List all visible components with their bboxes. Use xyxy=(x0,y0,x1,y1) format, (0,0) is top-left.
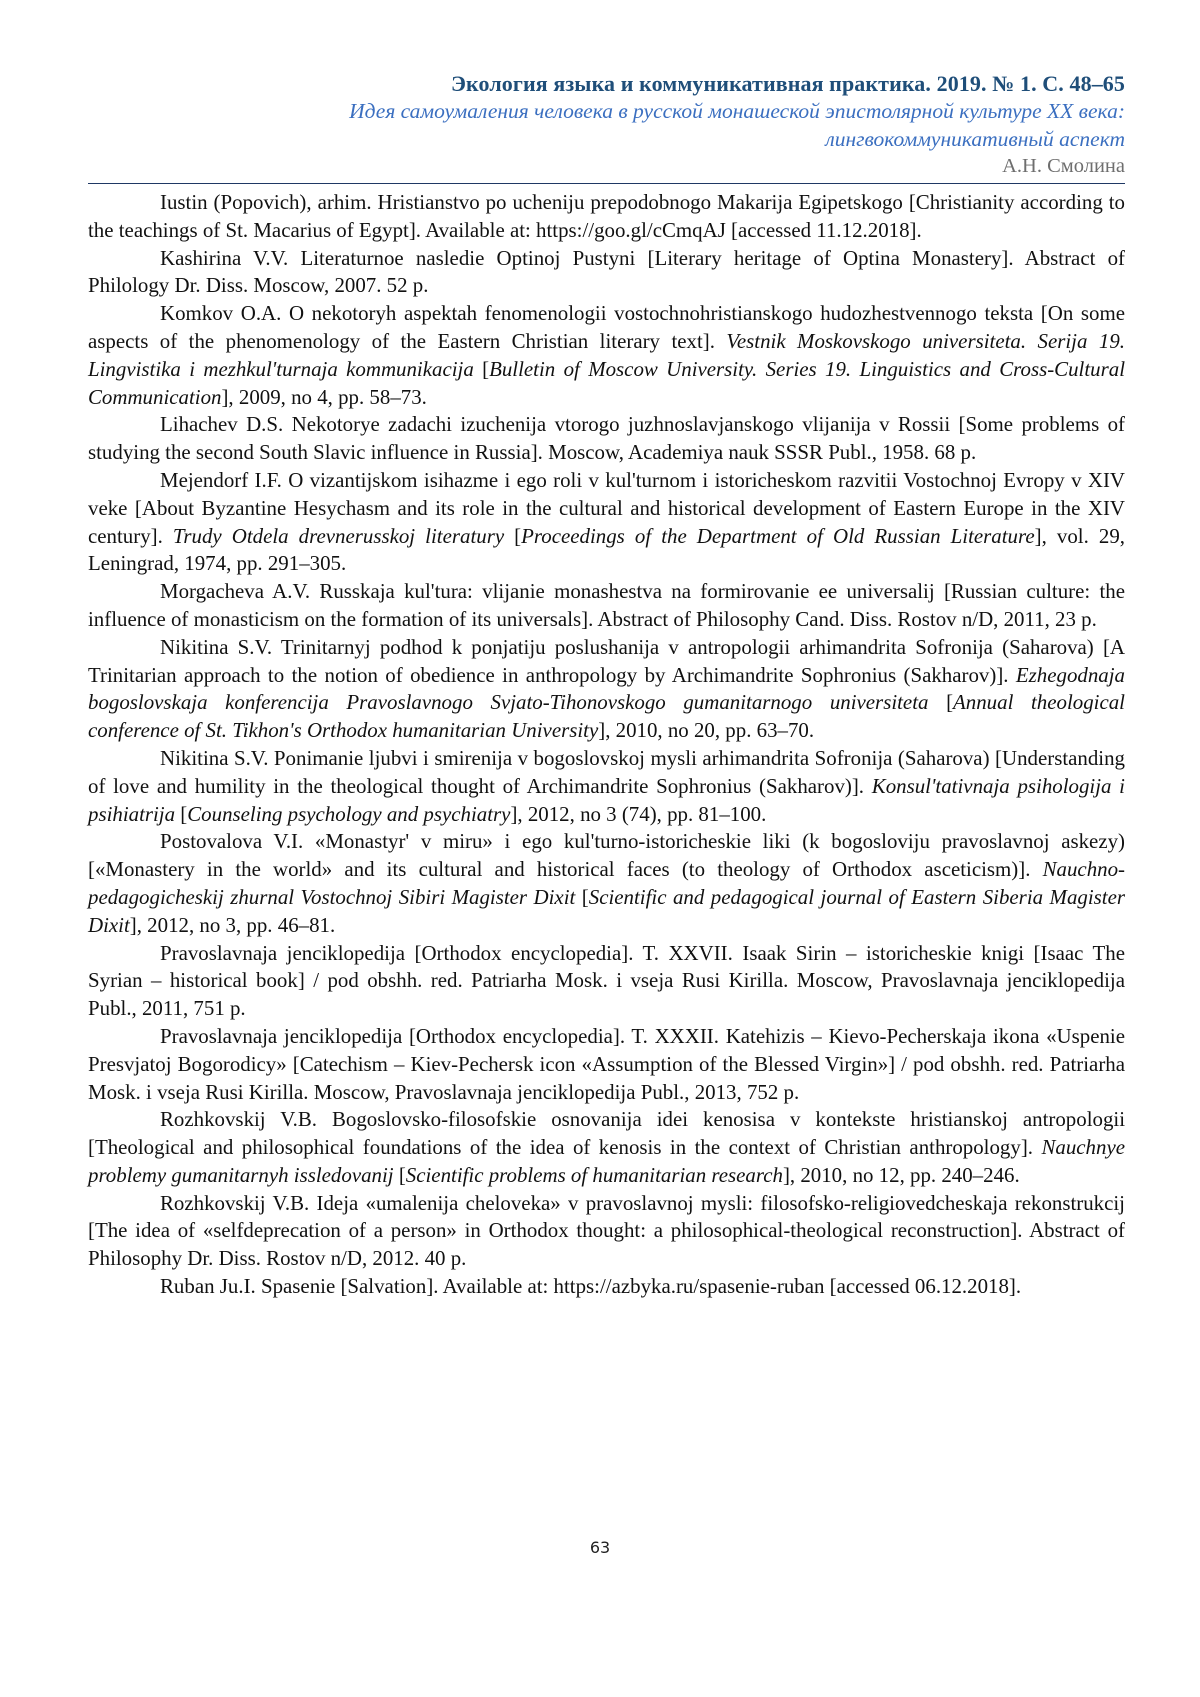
reference-text: Ruban Ju.I. Spasenie [Salvation]. Available at: https://azbyka.ru/spasenie-ruban [accessed 06.12.2018]. xyxy=(160,1274,1022,1299)
reference-source-translation: Counseling psychology and psychiatry xyxy=(187,801,511,826)
reference-item xyxy=(88,1190,1125,1273)
reference-text: Pravoslavnaja jenciklopedija [Orthodox encyclopedia]. T. XXXII. Katehizis – Kievo-Pecherskaja ikona «Uspenie Presvjatoj Bogorodicy» [Catechism – Kiev-Pechersk icon «Assumption of the Blessed Virgin»] / pod obshh. red. Patriarha Mosk. i vseja Rusi Kirilla. Moscow, Pravoslavnaja jenciklopedija Publ., 2013, 752 p. xyxy=(88,1023,1125,1104)
reference-text: [ xyxy=(473,356,490,381)
reference-text: Postovalova V.I. «Monastyr' v miru» i ego kul'turno-istoricheskie liki (k bogosloviju pravoslavnoj askezy) [«Monastery in the world» and its cultural and historical faces (to theology of Orthodox asceticism)]. xyxy=(88,829,1125,882)
journal-citation: Экология языка и коммуникативная практика. 2019. № 1. С. 48–65 xyxy=(451,71,1125,96)
reference-text: Komkov O.A. O nekotoryh aspektah fenomenologii vostochnohristianskogo hudozhestvennogo teksta [On some aspects of the phenomenology of the Eastern Christian literary text]. xyxy=(88,301,1125,353)
reference-source-translation: Proceedings of the Department of Old Russian Literature xyxy=(521,523,1035,548)
reference-source-translation: Annual theological conference of St. Tikhon's Orthodox humanitarian University xyxy=(88,690,1125,743)
reference-text: Nikitina S.V. Trinitarnyj podhod k ponjatiju poslushanija v antropologii arhimandrita Sofronija (Saharova) [A Trinitarian approach to the notion of obedience in anthropology by Archimandrite Sophronius (Sakharov)]. xyxy=(88,634,1125,687)
reference-source-translation: Scientific and pedagogical journal of Eastern Siberia Magister Dixit xyxy=(88,884,1125,937)
reference-item xyxy=(88,1273,1125,1301)
reference-text: ], 2010, no 12, pp. 240–246. xyxy=(782,1162,1020,1187)
author-name: А.Н. Смолина xyxy=(1002,155,1125,177)
reference-text: Pravoslavnaja jenciklopedija [Orthodox encyclopedia]. T. XXVII. Isaak Sirin – istoricheskie knigi [Isaac The Syrian – historical book] / pod obshh. red. Patriarha Mosk. i vseja Rusi Kirilla. Moscow, Pravoslavnaja jenciklopedija Publ., 2011, 751 p. xyxy=(88,940,1125,1021)
reference-text: ], 2010, no 20, pp. 63–70. xyxy=(598,718,815,743)
reference-text: Rozhkovskij V.B. Bogoslovsko-filosofskie osnovanija idei kenosisa v kontekste hristianskoj antropologii [Theological and philosophical foundations of the idea of kenosis in the context of Christian anthropology]. xyxy=(88,1107,1125,1160)
reference-source-title: Trudy Otdela drevnerusskoj literatury xyxy=(172,523,505,548)
reference-text: Kashirina V.V. Literaturnoe nasledie Optinoj Pustyni [Literary heritage of Optina Monastery]. Abstract of Philology Dr. Diss. Moscow, 2007. 52 p. xyxy=(88,245,1125,298)
reference-text: [ xyxy=(575,884,589,909)
reference-item xyxy=(88,940,1125,1023)
page-number: 63 xyxy=(589,1538,611,1557)
reference-text: Lihachev D.S. Nekotorye zadachi izuchenija vtorogo juzhnoslavjanskogo vlijanija v Rossii [Some problems of studying the second South Slavic influence in Russia]. Moscow, Academiya nauk SSSR Publ., 1958. 68 p. xyxy=(88,412,1125,465)
reference-source-title: Konsul'tativnaja psihologija i psihiatrija xyxy=(88,773,1125,826)
reference-list xyxy=(88,189,1125,1301)
reference-source-title: Ezhegodnaja bogoslovskaja konferencija Pravoslavnogo Svjato-Tihonovskogo gumanitarnogo universiteta xyxy=(88,662,1125,715)
reference-item xyxy=(88,300,1125,411)
reference-text: [ xyxy=(928,690,954,715)
reference-source-translation: Scientific problems of humanitarian research xyxy=(405,1162,783,1187)
reference-item xyxy=(88,411,1125,467)
reference-text: [ xyxy=(393,1162,406,1187)
reference-text: ], 2009, no 4, pp. 58–73. xyxy=(221,384,427,409)
reference-item xyxy=(88,828,1125,939)
reference-source-title: Nauchnye problemy gumanitarnyh issledovanij xyxy=(88,1135,1125,1187)
reference-item xyxy=(88,1106,1125,1189)
reference-text: Nikitina S.V. Ponimanie ljubvi i smirenija v bogoslovskoj mysli arhimandrita Sofronija (Saharova) [Understanding of love and humility in the theological thought of Archimandrite Sophronius (Sakharov)]. xyxy=(88,745,1125,798)
article-title-line-2: лингвокоммуникативный аспект xyxy=(825,126,1125,151)
reference-text: Iustin (Popovich), arhim. Hristianstvo po ucheniju prepodobnogo Makarija Egipetskogo [Christianity according to the teachings of St. Macarius of Egypt]. Available at: https://goo.gl/cCmqAJ [accessed 11.12.2018]. xyxy=(88,190,1125,242)
reference-text: ], 2012, no 3, pp. 46–81. xyxy=(129,912,336,937)
reference-item xyxy=(88,467,1125,578)
reference-source-translation: Bulletin of Moscow University. Series 19. Linguistics and Cross-Cultural Communication xyxy=(88,356,1125,409)
reference-item xyxy=(88,189,1125,245)
reference-text: Mejendorf I.F. O vizantijskom isihazme i ego roli v kul'turnom i istoricheskom razvitii Vostochnoj Evropy v XIV veke [About Byzantine Hesychasm and its role in the cultural and historical development of Eastern Europe in the XIV century]. xyxy=(88,467,1125,548)
reference-item xyxy=(88,1023,1125,1106)
reference-source-title: Vestnik Moskovskogo universiteta. Serija 19. Lingvistika i mezhkul'turnaja kommunikacija xyxy=(88,328,1125,381)
reference-text: ], 2012, no 3 (74), pp. 81–100. xyxy=(510,801,767,826)
reference-text: Morgacheva A.V. Russkaja kul'tura: vlijanie monashestva na formirovanie ee universalij [Russian culture: the influence of monasticism on the formation of its universals]. Abstract of Philosophy Cand. Diss. Rostov n/D, 2011, 23 p. xyxy=(88,579,1125,631)
reference-text: Rozhkovskij V.B. Ideja «umalenija cheloveka» v pravoslavnoj mysli: filosofsko-religiovedcheskaja rekonstrukcij [The idea of «selfdeprecation of a person» in Orthodox thought: a philosophical-theological reconstruction]. Abstract of Philosophy Dr. Diss. Rostov n/D, 2012. 40 p. xyxy=(88,1190,1125,1271)
reference-item xyxy=(88,245,1125,301)
reference-item xyxy=(88,578,1125,634)
reference-item xyxy=(88,634,1125,745)
reference-source-title: Nauchno-pedagogicheskij zhurnal Vostochnoj Sibiri Magister Dixit xyxy=(88,857,1125,909)
article-title-line-1: Идея самоумаления человека в русской монашеской эпистолярной культуре XX века: xyxy=(349,99,1125,123)
reference-text: ], vol. 29, Leningrad, 1974, pp. 291–305. xyxy=(88,523,1125,576)
reference-item xyxy=(88,745,1125,828)
reference-text: [ xyxy=(504,523,522,548)
running-header xyxy=(88,70,1125,184)
reference-text: [ xyxy=(175,801,188,826)
